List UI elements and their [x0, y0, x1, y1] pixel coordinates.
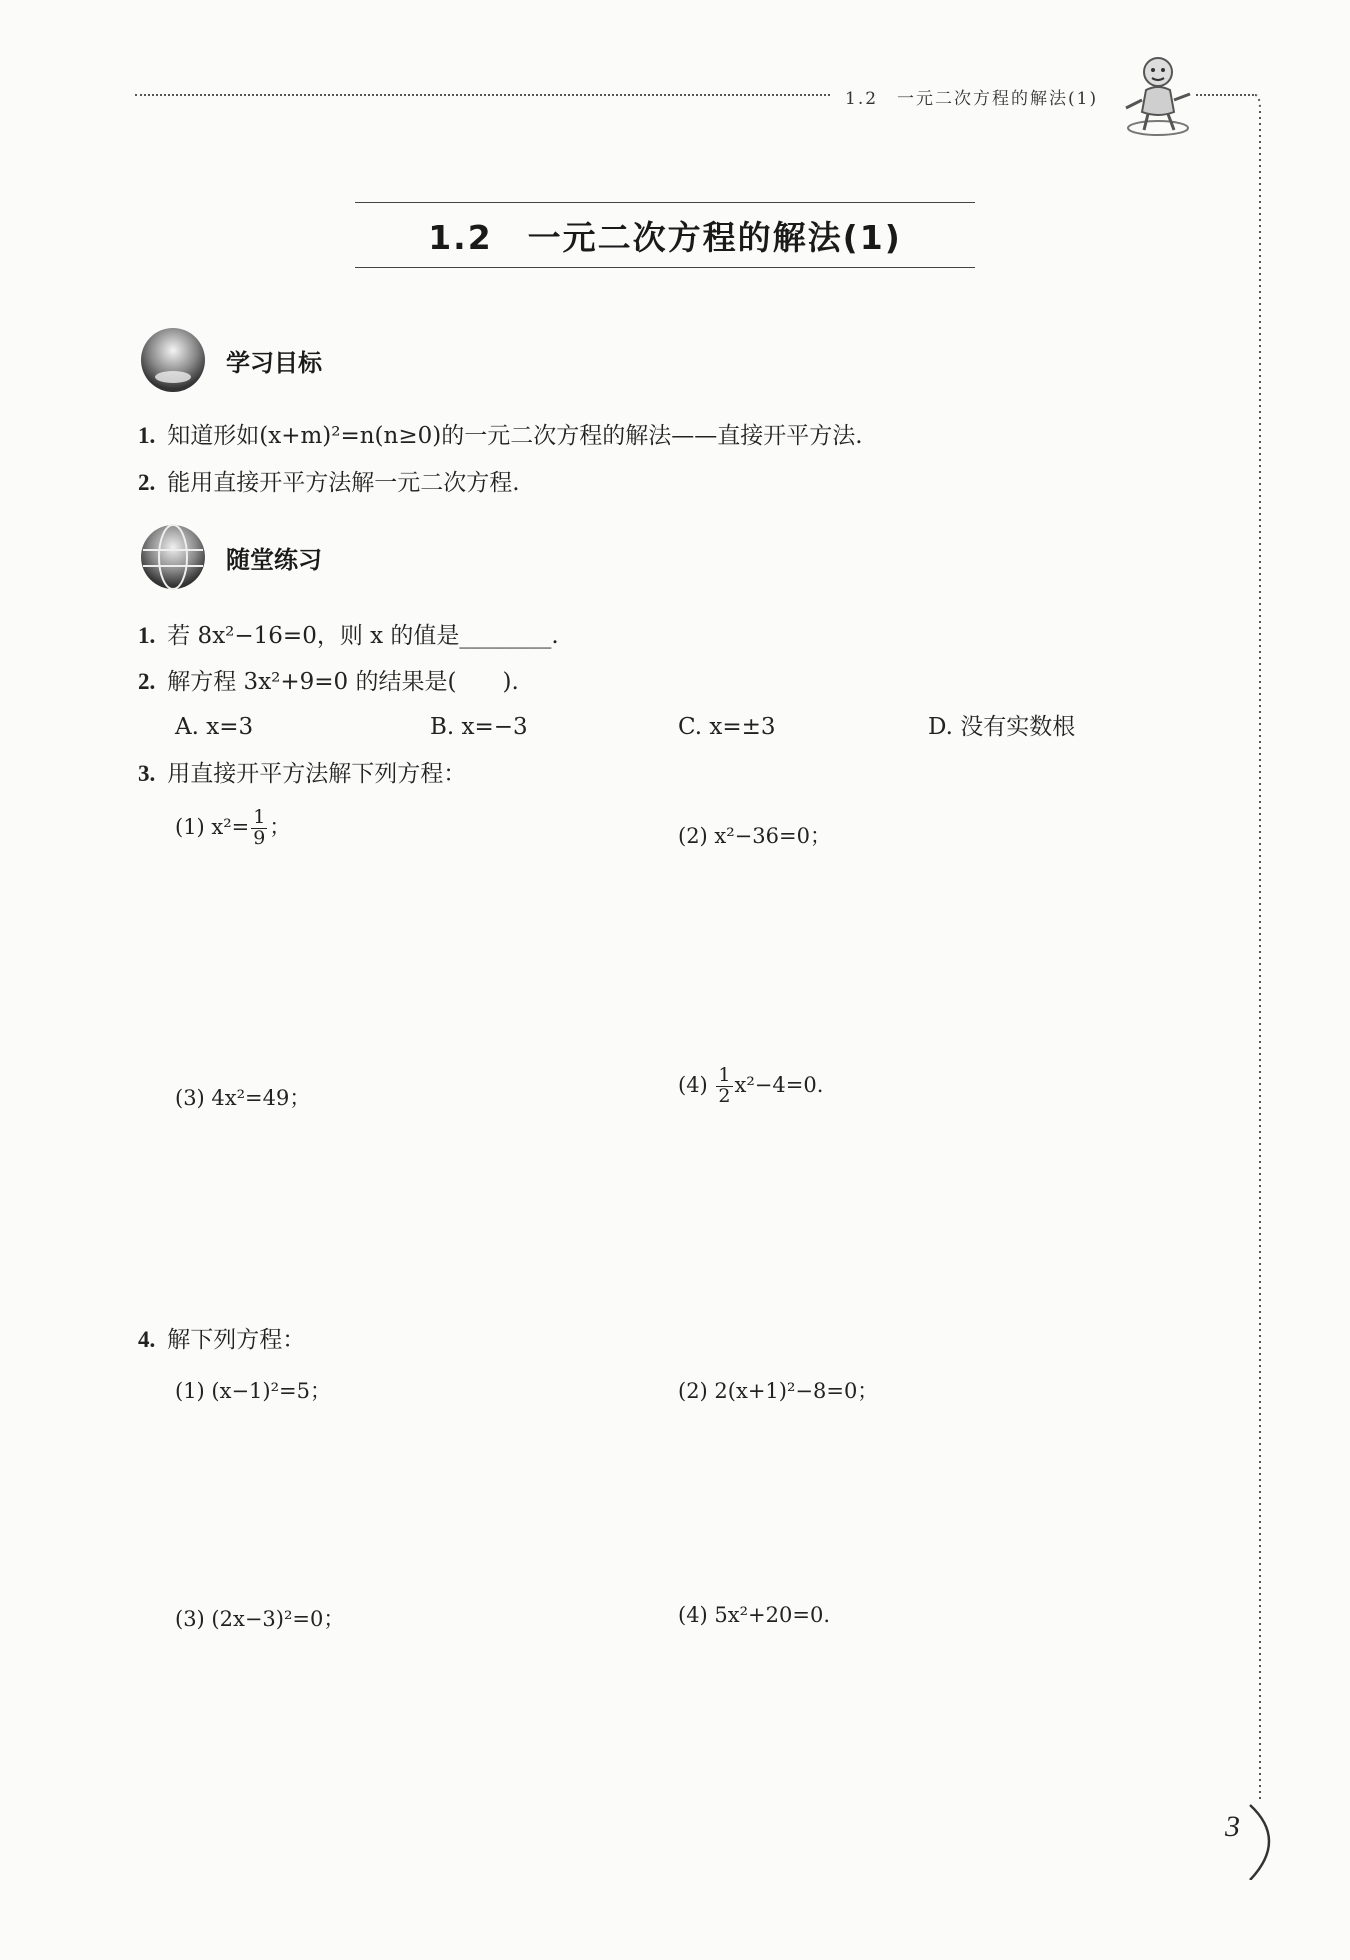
goal-item-2: 2. 能用直接开平方法解一元二次方程.	[138, 470, 520, 496]
q4-part-1: (1) (x−1)²=5；	[175, 1379, 331, 1403]
q3-part-3: (3) 4x²=49；	[175, 1086, 311, 1110]
running-header-title: 1.2 一元二次方程的解法(1)	[845, 89, 1099, 109]
q4-part-2: (2) 2(x+1)²−8=0；	[678, 1379, 879, 1403]
q3-part-1: (1) x²= $\frac{1}{9}$ ；	[175, 806, 291, 849]
lesson-title-box	[355, 202, 975, 268]
question-1: 1. 若 8x²−16=0，则 x 的值是________.	[138, 623, 559, 649]
question-2: 2. 解方程 3x²+9=0 的结果是( ).	[138, 669, 519, 695]
q4-part-3: (3) (2x−3)²=0；	[175, 1607, 345, 1631]
header-dotted-rule	[135, 94, 830, 96]
q3-part-2: (2) x²−36=0；	[678, 824, 831, 848]
question-3: 3. 用直接开平方法解下列方程：	[138, 761, 467, 787]
q3-part-4: (4) $\frac{1}{2}$ x²−4=0.	[678, 1064, 824, 1107]
globe-icon	[138, 325, 208, 395]
goals-title: 学习目标	[226, 348, 322, 377]
option-a: A. x=3	[175, 714, 254, 740]
option-b: B. x=−3	[430, 714, 528, 740]
option-d: D. 没有实数根	[928, 714, 1076, 740]
question-4: 4. 解下列方程：	[138, 1327, 306, 1353]
q4-part-4: (4) 5x²+20=0.	[678, 1603, 830, 1627]
goals-heading	[138, 325, 322, 395]
fraction-one-half: $\frac{1}{2}$	[718, 1064, 731, 1107]
lesson-title: 1.2 一元二次方程的解法(1)	[428, 217, 902, 257]
goal-item-1: 1. 知道形如(x+m)²=n(n≥0)的一元二次方程的解法——直接开平方法.	[138, 423, 863, 449]
fraction-one-ninth: $\frac{1}{9}$	[253, 806, 266, 849]
option-c: C. x=±3	[678, 714, 776, 740]
practice-heading	[138, 522, 322, 592]
practice-title: 随堂练习	[226, 545, 322, 574]
wireframe-globe-icon	[138, 522, 208, 592]
page-number: 3	[1225, 1810, 1240, 1843]
page-edge-border	[1180, 80, 1310, 1880]
